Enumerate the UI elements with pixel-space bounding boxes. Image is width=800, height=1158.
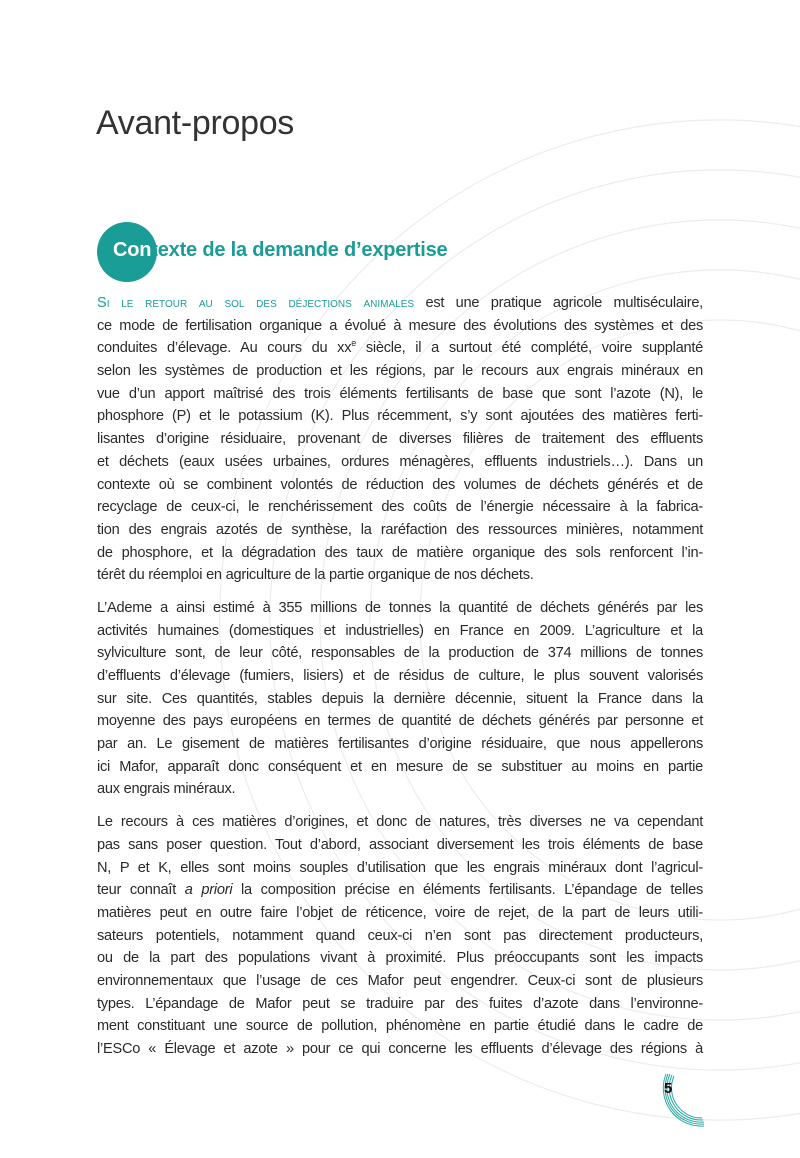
text-segment: la composition précise en éléments fertilisants. L’épandage de telles: [232, 882, 703, 899]
text-line: sateurs potentiels, notamment quand ceux-ci n’en sont pas directement producteurs,: [97, 927, 703, 944]
text-line: lisantes d’origine résiduaire, provenant de diverses filières de traitement des effluents: [97, 431, 703, 448]
text-line: types. L’épandage de Mafor peut se traduire par des fuites d’azote dans l’environne-: [97, 995, 703, 1012]
text-line: selon les systèmes de production et les régions, par le recours aux engrais minéraux en: [97, 363, 703, 380]
heading-highlight: Con: [113, 239, 152, 261]
text-line: environnementaux que l’usage de ces Mafor peut engendrer. Ceux-ci sont de plusieurs: [97, 972, 703, 989]
text-line: ici Mafor, apparaît donc conséquent et en mesure de se substituer au moins en partie: [97, 758, 703, 775]
text-line: recyclage de ceux-ci, le renchérissement des coûts de l’énergie nécessaire à la fabrica-: [97, 499, 703, 516]
text-segment: teur connaît: [97, 882, 185, 899]
text-line: [97, 292, 703, 315]
text-line: Le recours à ces matières d’origines, et donc de natures, très diverses ne va cependant: [97, 814, 703, 831]
paragraph: [97, 597, 703, 801]
text-line: N, P et K, elles sont moins souples d’utilisation que les engrais minéraux dont l’agricul-: [97, 859, 703, 876]
text-line: phosphore (P) et le potassium (K). Plus récemment, s’y sont ajoutées des matières ferti-: [97, 408, 703, 425]
text-line: activités humaines (domestiques et industrielles) en France en 2009. L’agriculture et la: [97, 622, 703, 639]
text-line: pas sans poser question. Tout d’abord, associant diversement les trois éléments de base: [97, 836, 703, 853]
text-line: de phosphore, et la dégradation des taux de matière organique des sols renforcent l’in-: [97, 544, 703, 561]
superscript: e: [351, 338, 357, 349]
paragraph: [97, 292, 703, 587]
text-line: ce mode de fertilisation organique a évolué à mesure des évolutions des systèmes et des: [97, 317, 703, 334]
text-line: par an. Le gisement de matières fertilisantes d’origine résiduaire, que nous appellerons: [97, 736, 703, 753]
lead-in-smallcaps: Si le retour au sol des déjections animales: [97, 295, 415, 311]
text-line: sur site. Ces quantités, stables depuis la dernière décennie, situent la France dans la: [97, 690, 703, 707]
text-segment: est une pratique agricole multiséculaire,: [414, 295, 703, 311]
text-line: ment constituant une source de pollution, phénomène en partie étudié dans le cadre de: [97, 1018, 703, 1035]
text-line: d’effluents d’élevage (fumiers, lisiers) et de résidus de culture, le plus souvent valorisés: [97, 668, 703, 684]
text-line: moyenne des pays européens en termes de quantité de déchets générés par personne et: [97, 713, 703, 730]
text-line: [97, 337, 703, 360]
text-line: l’ESCo « Élevage et azote » pour ce qui concerne les effluents d’élevage des régions à: [97, 1041, 703, 1057]
text-line: aux engrais minéraux.: [97, 781, 236, 798]
text-segment: siècle, il a surtout été complété, voire supplanté: [356, 340, 704, 357]
page-number: 5: [664, 1080, 673, 1097]
heading-rest: texte de la demande d’expertise: [151, 239, 448, 261]
page-title: Avant-propos: [96, 104, 295, 142]
text-line: térêt du réemploi en agriculture de la partie organique de nos déchets.: [97, 567, 534, 584]
text-line: [97, 879, 703, 902]
body-text: [97, 292, 703, 1071]
text-segment: conduites d’élevage. Au cours du xx: [97, 340, 352, 357]
text-line: tion des engrais azotés de synthèse, la raréfaction des ressources minières, notamment: [97, 521, 703, 538]
text-line: contexte où se combinent volontés de réduction des volumes de déchets générés et de: [97, 476, 703, 493]
italic-text: a priori: [184, 882, 233, 899]
text-line: L’Ademe a ainsi estimé à 355 millions de tonnes la quantité de déchets générés par les: [97, 599, 703, 616]
text-line: ou de la part des populations vivant à proximité. Plus préoccupants sont les impacts: [97, 950, 703, 967]
text-line: sylviculture sont, de leur côté, responsables de la production de 374 millions de tonnes: [97, 645, 703, 662]
paragraph: [97, 811, 703, 1061]
text-line: matières peut en outre faire l’objet de réticence, voire de rejet, de la part de leurs utili-: [97, 904, 703, 921]
text-line: et déchets (eaux usées urbaines, ordures ménagères, effluents industriels…). Dans un: [97, 453, 703, 470]
text-line: vue d’un apport maîtrisé des trois éléments fertilisants de base que sont l’azote (N), le: [97, 385, 703, 402]
